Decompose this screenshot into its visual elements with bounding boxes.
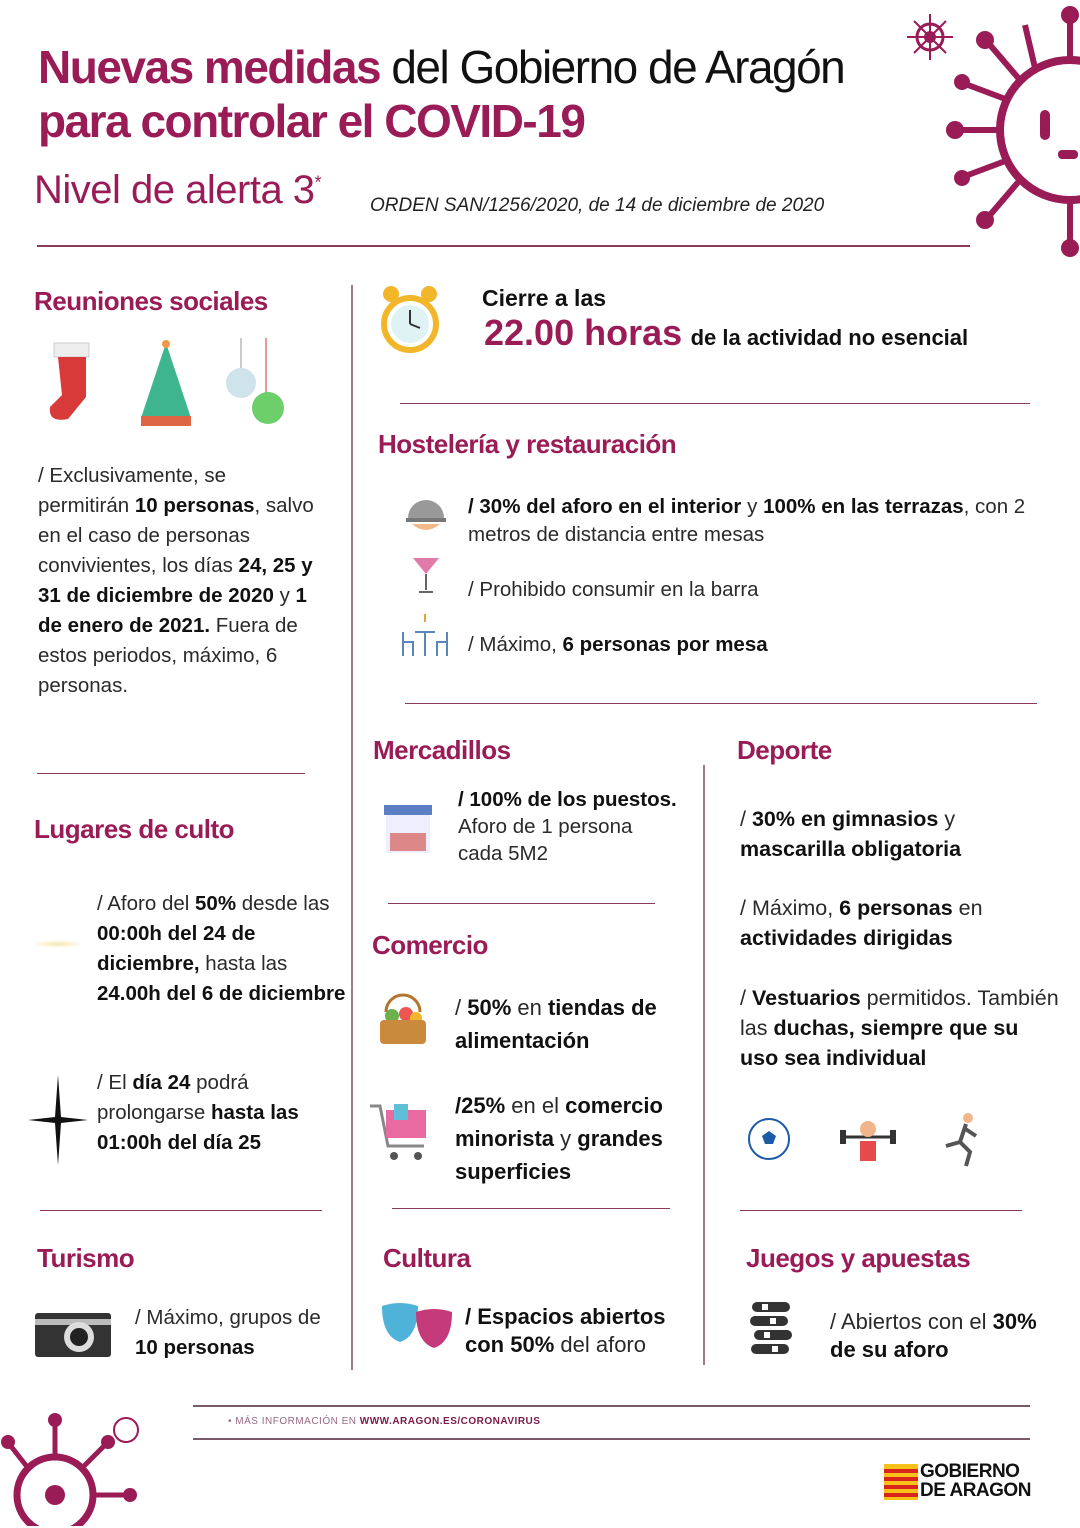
text-segment: actividades dirigidas	[740, 926, 953, 950]
text-segment: / Máximo,	[740, 896, 840, 920]
section-title-reuniones: Reuniones sociales	[34, 286, 268, 316]
text-segment: día 24	[132, 1071, 191, 1094]
gobierno-aragon-logo	[884, 1462, 1034, 1502]
section-title-turismo: Turismo	[37, 1243, 135, 1273]
reuniones-text	[38, 461, 318, 701]
comercio-item-2	[455, 1089, 695, 1188]
virus-icon	[940, 0, 1080, 260]
text-segment: 24.00h del 6 de diciembre	[97, 982, 346, 1005]
market-stall-icon	[382, 803, 434, 855]
text-segment: del aforo	[554, 1332, 646, 1357]
cierre-hour: 22.00 horas	[484, 312, 683, 353]
text-segment: Aforo de 1 persona cada 5M2	[458, 815, 633, 865]
alert-level	[34, 168, 321, 213]
footer-info	[228, 1416, 540, 1427]
culto-text-1	[97, 889, 347, 1009]
glow-icon	[30, 940, 85, 948]
text-segment: / 30% del aforo en el interior	[468, 495, 742, 518]
section-title-mercadillos: Mercadillos	[373, 735, 511, 765]
text-segment: 24, 25 y 31 de diciembre de 2020	[38, 554, 313, 607]
text-segment: 6 personas por mesa	[562, 633, 768, 656]
text-segment: Fuera de estos periodos, máximo, 6 personas.	[38, 614, 298, 697]
page-title	[38, 40, 918, 148]
stocking-icon	[44, 338, 104, 428]
hosteleria-item-1	[468, 493, 1038, 549]
alert-footnote-mark: *	[314, 172, 322, 193]
virus-bottom-icon	[0, 1400, 160, 1526]
grocery-basket-icon	[376, 992, 430, 1046]
deporte-item-2	[740, 893, 1050, 953]
text-segment: y	[938, 807, 956, 831]
text-segment: / Aforo del	[97, 892, 196, 915]
text-segment: y	[554, 1126, 578, 1151]
poker-chips-icon	[748, 1300, 794, 1358]
text-segment: 1 de enero de 2021.	[38, 584, 307, 637]
text-segment: en	[511, 995, 548, 1020]
footer-link[interactable]: WWW.ARAGON.ES/CORONAVIRUS	[359, 1416, 541, 1427]
section-title-comercio: Comercio	[372, 930, 488, 960]
section-title-hosteleria: Hostelería y restauración	[378, 429, 677, 459]
text-segment: comercio minorista	[455, 1093, 663, 1151]
cocktail-icon	[411, 552, 441, 596]
text-segment: /	[740, 986, 752, 1010]
mercadillos-text	[458, 786, 678, 867]
text-segment: grandes superficies	[455, 1126, 663, 1184]
juegos-text	[830, 1308, 1040, 1364]
camera-icon	[35, 1309, 111, 1357]
deporte-item-1	[740, 804, 1050, 864]
sparkle-star-icon	[28, 1075, 88, 1165]
text-segment: , salvo en el caso de personas convivientes, los días	[38, 494, 314, 577]
comercio-item-1	[455, 991, 690, 1057]
soccer-ball-icon	[747, 1117, 791, 1161]
text-segment: / El	[97, 1071, 133, 1094]
section-title-deporte: Deporte	[737, 735, 832, 765]
text-segment: 50%	[195, 892, 237, 915]
text-segment: hasta las 01:00h del día 25	[97, 1101, 299, 1154]
logo-line-2: DE ARAGON	[920, 1480, 1031, 1501]
text-segment: Vestuarios	[751, 986, 861, 1010]
text-segment: duchas, siempre que su uso sea individual	[740, 1016, 1019, 1070]
order-reference: ORDEN SAN/1256/2020, de 14 de diciembre de 2020	[370, 195, 825, 216]
text-segment: / Máximo,	[468, 633, 563, 656]
section-title-cultura: Cultura	[383, 1243, 471, 1273]
shopping-cart-icon	[368, 1100, 432, 1164]
text-segment: 50%	[467, 995, 512, 1020]
text-segment: /	[455, 995, 468, 1020]
text-segment: 30% de su aforo	[830, 1309, 1037, 1362]
text-segment: / Espacios abiertos con 50%	[465, 1304, 666, 1357]
text-segment: 10 personas	[135, 1336, 255, 1359]
alert-level-text: Nivel de alerta 3	[34, 168, 315, 212]
logo-line-1: GOBIERNO	[920, 1461, 1020, 1482]
aragon-flag-icon	[884, 1464, 918, 1500]
text-segment: / Abiertos con el	[830, 1309, 993, 1334]
deporte-item-3	[740, 983, 1060, 1073]
christmas-tree-icon	[136, 338, 196, 428]
text-segment: Aragón	[704, 41, 845, 93]
text-segment: del Gobierno de	[380, 41, 705, 93]
text-segment: y	[741, 495, 764, 518]
cierre-lead: Cierre a las	[482, 285, 607, 311]
text-segment: para controlar el COVID-19	[38, 95, 585, 147]
text-segment: Nuevas medidas	[38, 41, 381, 93]
hosteleria-item-2	[468, 575, 1028, 605]
text-segment: hasta las	[199, 952, 288, 975]
section-title-culto: Lugares de culto	[34, 814, 235, 844]
text-segment: / Prohibido consumir en la barra	[468, 578, 759, 601]
alarm-clock-icon	[379, 284, 441, 360]
footer-info-text: • MÁS INFORMACIÓN EN	[228, 1416, 360, 1427]
hosteleria-item-3	[468, 630, 1028, 660]
culto-text-2	[97, 1068, 342, 1158]
text-segment: /25%	[455, 1093, 506, 1118]
text-segment: podrá prolongarse	[97, 1071, 249, 1124]
cloche-icon	[404, 492, 448, 536]
text-segment: / 100% de los puestos.	[458, 788, 677, 811]
text-segment: desde las	[236, 892, 330, 915]
text-segment: 00:00h del 24 de diciembre,	[97, 922, 256, 975]
text-segment: , con 2 metros de distancia entre mesas	[468, 495, 1026, 546]
cierre-hour-line	[484, 312, 1064, 354]
cierre-rest: de la actividad no esencial	[690, 325, 969, 350]
table-chairs-icon	[400, 612, 450, 658]
text-segment: /	[740, 807, 752, 831]
small-virus-icon	[905, 12, 955, 62]
text-segment: 10 personas	[134, 494, 255, 517]
weightlifter-icon	[838, 1115, 898, 1165]
theater-masks-icon	[380, 1302, 456, 1352]
cultura-text	[465, 1303, 695, 1359]
text-segment: / Exclusivamente, se permitirán	[38, 464, 226, 517]
runner-icon	[942, 1112, 982, 1168]
text-segment: 100% en las terrazas	[763, 495, 964, 518]
text-segment: en el	[505, 1093, 566, 1118]
text-segment: mascarilla obligatoria	[740, 837, 962, 861]
section-title-juegos: Juegos y apuestas	[746, 1243, 971, 1273]
turismo-text	[135, 1303, 335, 1363]
text-segment: tiendas de alimentación	[455, 995, 657, 1053]
text-segment: / Máximo, grupos de	[135, 1306, 321, 1329]
text-segment: permitidos. También las	[740, 986, 1059, 1040]
ornaments-icon	[226, 338, 286, 428]
text-segment: en	[952, 896, 983, 920]
text-segment: y	[273, 584, 296, 607]
text-segment: 30% en gimnasios	[751, 807, 939, 831]
text-segment: 6 personas	[839, 896, 953, 920]
